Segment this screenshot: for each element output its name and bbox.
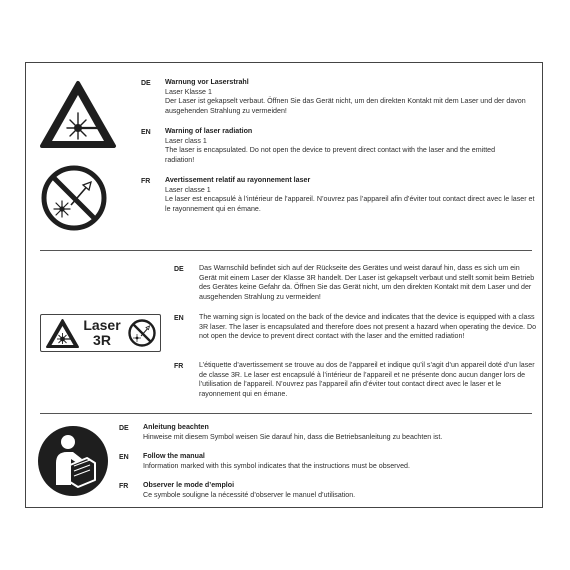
lang-code-fr: FR (119, 483, 129, 490)
section-divider (40, 413, 532, 414)
read-manual-icon (37, 425, 109, 497)
laser-warning-de (165, 78, 537, 116)
laser-warning-triangle-icon (45, 318, 80, 349)
manual-title-en: Follow the manual (143, 452, 205, 460)
laser-warning-title-de: Warnung vor Laserstrahl (165, 78, 249, 86)
lang-code-en: EN (174, 315, 184, 322)
laser-3r-label (40, 314, 161, 352)
manual-notice-fr (143, 481, 533, 500)
laser-warning-en (165, 127, 520, 165)
manual-notice-en (143, 452, 533, 471)
laser-warning-title-fr: Avertissement relatif au rayonnement laser (165, 176, 311, 184)
lang-code-de: DE (141, 80, 151, 87)
laser-warning-title-en: Warning of laser radiation (165, 127, 253, 135)
label-notice-fr: L’étiquette d’avertissement se trouve au dos de l’appareil et indique qu’il s’agit d’un appareil doté d’un laser de classe 3R. Le laser est encapsulé à l’intérieur de l’appareil et ne présente donc aucun danger lors de l’utilisation de l’appareil. N’ouvrez pas l’appareil afin d’éviter tout contact direct avec le laser et le rayonnement qui en émane. (199, 361, 535, 398)
lang-code-en: EN (141, 129, 151, 136)
laser-class-fr: Laser classe 1 (165, 185, 211, 194)
label-laser-class: 3R (93, 332, 111, 348)
laser-warning-text-fr: Le laser est encapsulé à l’intérieur de l’appareil. N’ouvrez pas l’appareil afin d’éviter tout contact direct avec le laser et le rayonnement qui en émane. (165, 195, 535, 213)
manual-notice-de (143, 423, 533, 442)
manual-title-de: Anleitung beachten (143, 423, 209, 431)
laser-class-de: Laser Klasse 1 (165, 87, 212, 96)
laser-warning-text-en: The laser is encapsulated. Do not open the device to prevent direct contact with the laser and the emitted radiation! (165, 146, 496, 164)
no-direct-laser-contact-icon (39, 163, 109, 233)
label-notice-en: The warning sign is located on the back of the device and indicates that the device is equipped with a class 3R laser. The laser is encapsulated and therefore does not present a hazard when operating the device. Do not open the device to prevent direct contact with the laser and the emitted radiation! (199, 313, 537, 341)
lang-code-fr: FR (174, 363, 184, 370)
lang-code-en: EN (119, 454, 129, 461)
manual-title-fr: Observer le mode d’emploi (143, 481, 235, 489)
safety-notice-panel (25, 62, 543, 508)
no-direct-laser-contact-icon (127, 318, 157, 348)
lang-code-fr: FR (141, 178, 151, 185)
section-divider (40, 250, 532, 251)
laser-warning-fr (165, 176, 537, 214)
laser-warning-triangle-icon (39, 80, 117, 150)
laser-warning-text-de: Der Laser ist gekapselt verbaut. Öffnen Sie das Gerät nicht, um den direkten Kontakt mit dem Laser und der davon ausgehenden Strahlung zu vermeiden! (165, 97, 526, 115)
label-notice-de: Das Warnschild befindet sich auf der Rückseite des Gerätes und weist darauf hin, dass es sich um ein Gerät mit einem Laser der Klasse 3R handelt. Der Laser ist gekapselt verbaut und stellt somit beim Betrieb des Gerätes keine Gefahr da. Öffnen Sie das Gerät nicht, um den direkten Kontakt mit dem Laser und der ausgehenden Strahlung zu vermeiden! (199, 264, 535, 301)
label-laser-word: Laser (83, 317, 121, 333)
manual-text-de: Hinweise mit diesem Symbol weisen Sie darauf hin, dass die Betriebsanleitung zu beachten ist. (143, 432, 443, 441)
lang-code-de: DE (174, 266, 184, 273)
lang-code-de: DE (119, 425, 129, 432)
laser-class-en: Laser class 1 (165, 136, 207, 145)
manual-text-fr: Ce symbole souligne la nécessité d’observer le manuel d’utilisation. (143, 490, 356, 499)
manual-text-en: Information marked with this symbol indicates that the instructions must be observed. (143, 461, 410, 470)
